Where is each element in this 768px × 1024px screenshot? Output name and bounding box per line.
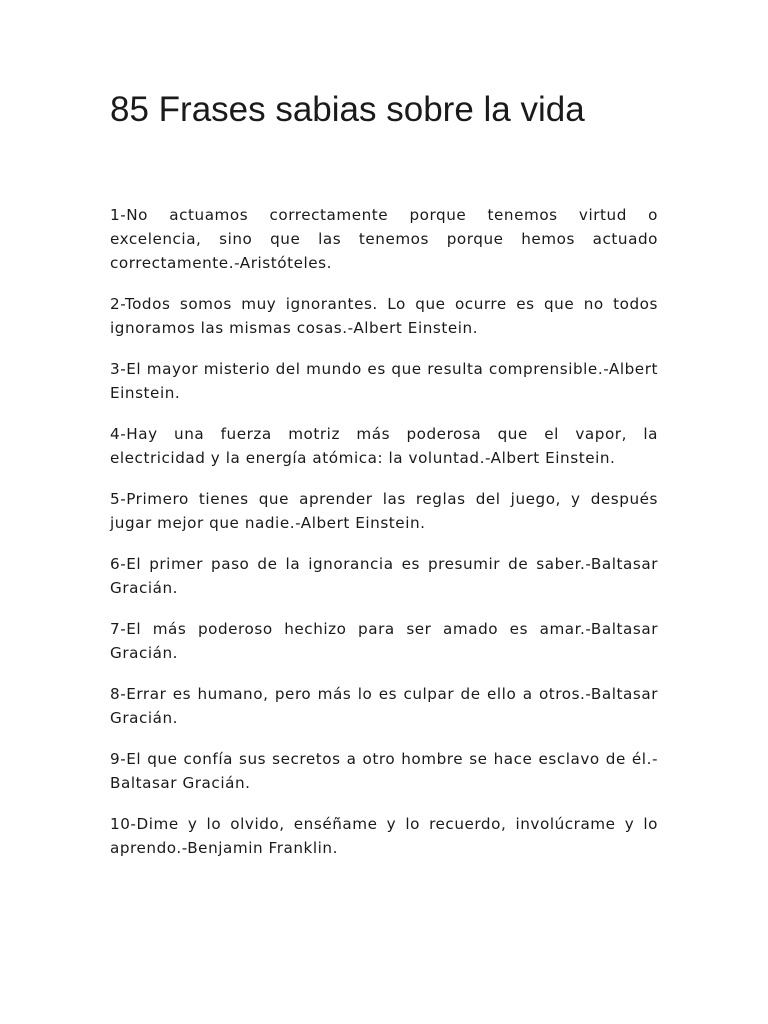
quote-paragraph-10: 10-Dime y lo olvido, enséñame y lo recuerdo, involúcrame y lo aprendo.-Benjamin Franklin.: [110, 815, 658, 857]
quote-paragraph-6: 6-El primer paso de la ignorancia es presumir de saber.-Baltasar Gracián.: [110, 555, 658, 597]
quote-paragraph-5: 5-Primero tienes que aprender las reglas del juego, y después jugar mejor que nadie.-Albert Einstein.: [110, 490, 658, 532]
quote-paragraph-8: 8-Errar es humano, pero más lo es culpar de ello a otros.-Baltasar Gracián.: [110, 685, 658, 727]
quote-paragraph-3: 3-El mayor misterio del mundo es que resulta comprensible.-Albert Einstein.: [110, 360, 658, 402]
document-title: 85 Frases sabias sobre la vida: [110, 90, 585, 129]
quote-paragraph-2: 2-Todos somos muy ignorantes. Lo que ocurre es que no todos ignoramos las mismas cosas.-Albert Einstein.: [110, 295, 658, 337]
quote-paragraph-1: 1-No actuamos correctamente porque tenemos virtud o excelencia, sino que las tenemos porque hemos actuado correctamente.-Aristóteles.: [110, 206, 658, 272]
quote-paragraph-9: 9-El que confía sus secretos a otro hombre se hace esclavo de él.-Baltasar Gracián.: [110, 750, 658, 792]
quote-paragraph-4: 4-Hay una fuerza motriz más poderosa que el vapor, la electricidad y la energía atómica: la voluntad.-Albert Einstein.: [110, 425, 658, 467]
quote-list: [110, 203, 658, 877]
quote-paragraph-7: 7-El más poderoso hechizo para ser amado es amar.-Baltasar Gracián.: [110, 620, 658, 662]
